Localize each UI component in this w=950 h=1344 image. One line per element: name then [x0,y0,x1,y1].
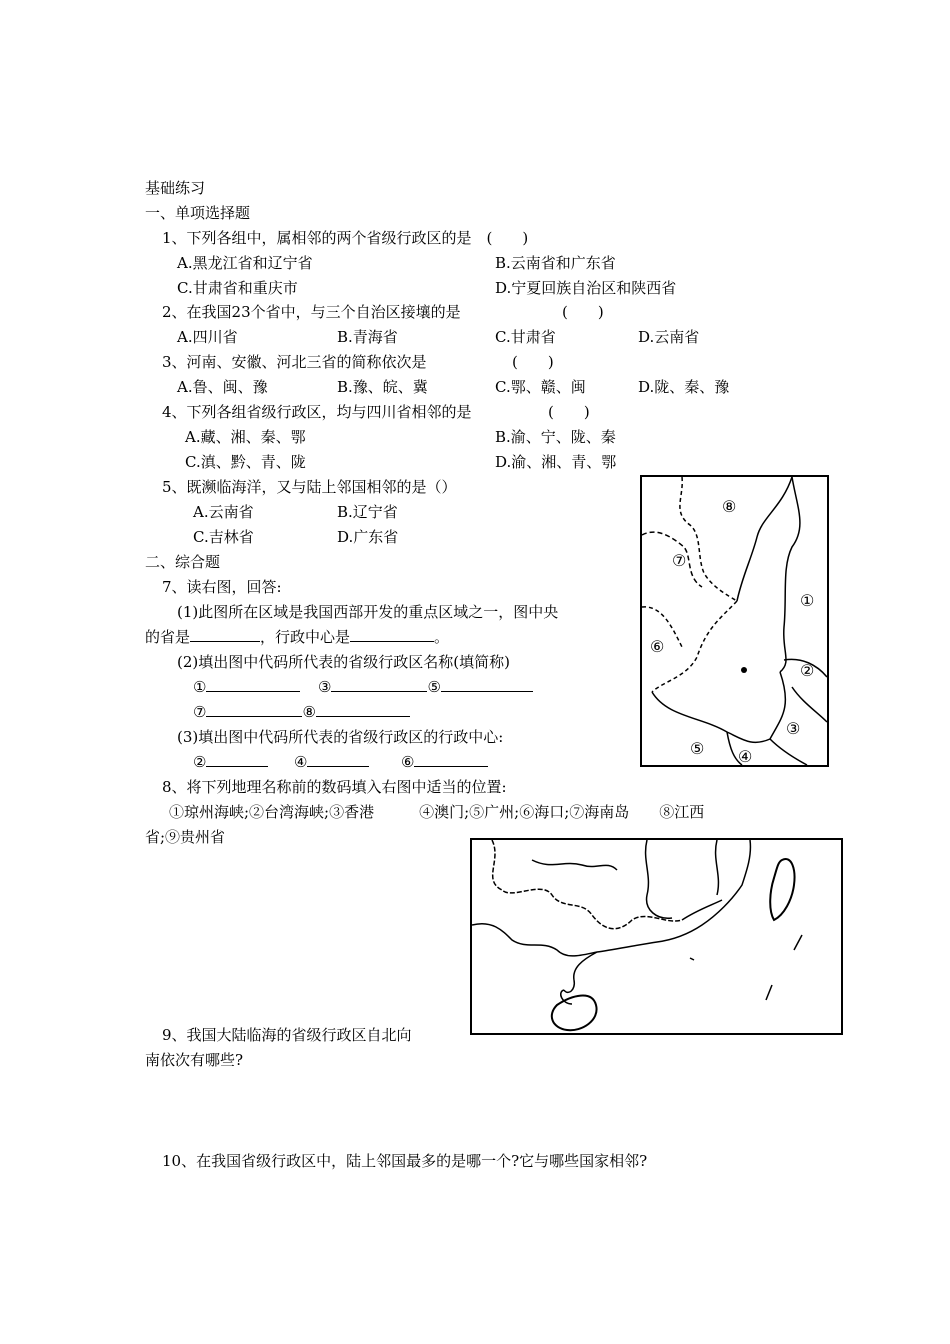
question-7: 7、读右图，回答: [162,578,282,596]
question-8: 8、将下列地理名称前的数码填入右图中适当的位置: [162,778,507,796]
q4-option-d: D.渝、湘、青、鄂 [495,453,617,471]
q3-option-d: D.陇、秦、豫 [638,378,730,396]
q2-answer-paren: ( ) [562,303,604,321]
q7-part-1-line-1: (1)此图所在区域是我国西部开发的重点区域之一，图中央 [177,603,559,621]
q7-province-label: 的省是 [145,628,191,646]
q5-option-d: D.广东省 [337,528,399,546]
blank-7[interactable] [206,702,302,717]
southwest-map [640,475,829,767]
blank-8[interactable] [316,702,410,717]
code-3: ③ [318,678,332,696]
heading: 基础练习 [145,179,206,197]
hainan-island [552,996,597,1031]
south-china-map [470,838,843,1035]
map-label-2: ② [800,661,815,680]
blank-5[interactable] [441,677,533,692]
q3-option-b: B.豫、皖、冀 [337,378,428,396]
q2-option-d: D.云南省 [638,328,700,346]
map-label-3: ③ [786,719,801,738]
q1-option-a: A.黑龙江省和辽宁省 [177,254,313,272]
section-1-title: 一、单项选择题 [145,204,251,222]
blank-1[interactable] [206,677,300,692]
map-label-5: ⑤ [690,739,705,758]
q7-capital-label: ，行政中心是 [260,628,351,646]
q5-option-b: B.辽宁省 [337,503,398,521]
q1-option-d: D.宁夏回族自治区和陕西省 [495,279,677,297]
q2-option-c: C.甘肃省 [495,328,556,346]
q3-option-a: A.鲁、闽、豫 [177,378,268,396]
code-5: ⑤ [427,678,441,696]
q4-answer-paren: ( ) [548,403,590,421]
q7-period: 。 [434,628,450,646]
q4-option-a: A.藏、湘、秦、鄂 [185,428,306,446]
code-6: ⑥ [401,753,415,771]
map-label-8: ⑧ [722,497,737,516]
map-label-6: ⑥ [650,637,665,656]
q4-option-c: C.滇、黔、青、陇 [185,453,306,471]
q4-option-b: B.渝、宁、陇、秦 [495,428,616,446]
code-8: ⑧ [302,703,316,721]
q7-part-2: (2)填出图中代码所代表的省级行政区名称(填简称) [177,653,510,671]
q1-option-b: B.云南省和广东省 [495,254,616,272]
question-9-line-2: 南依次有哪些? [145,1051,244,1069]
q7-part-2-row-1 [193,677,533,697]
map-label-7: ⑦ [672,551,687,570]
map-label-4: ④ [738,747,753,766]
q8-name-list: ①琼州海峡;②台湾海峡;③香港 ④澳门;⑤广州;⑥海口;⑦海南岛 ⑧江西 [169,803,705,821]
q5-option-c: C.吉林省 [193,528,254,546]
q2-option-b: B.青海省 [337,328,398,346]
south-china-map-svg [472,840,841,1033]
q5-option-a: A.云南省 [193,503,254,521]
code-1: ① [193,678,207,696]
capital-dot-icon [741,667,747,673]
q1-option-c: C.甘肃省和重庆市 [177,279,298,297]
q7-part-1-line-2 [145,627,449,647]
question-1: 1、下列各组中，属相邻的两个省级行政区的是 ( ) [162,229,529,247]
question-9-line-1: 9、我国大陆临海的省级行政区自北向 [162,1026,412,1044]
question-2: 2、在我国23个省中，与三个自治区接壤的是 [162,303,461,321]
q7-part-2-row-2 [193,702,410,722]
code-4: ④ [294,753,308,771]
q7-part-3: (3)填出图中代码所代表的省级行政区的行政中心: [177,728,504,746]
section-2-title: 二、综合题 [145,553,221,571]
q2-option-a: A.四川省 [177,328,238,346]
blank-3[interactable] [331,677,427,692]
taiwan-island [770,859,794,920]
question-4: 4、下列各组省级行政区，均与四川省相邻的是 [162,403,472,421]
capital-blank[interactable] [350,627,434,642]
question-3: 3、河南、安徽、河北三省的简称依次是 [162,353,427,371]
q3-answer-paren: ( ) [512,353,554,371]
blank-6[interactable] [414,752,488,767]
q3-option-c: C.鄂、赣、闽 [495,378,586,396]
blank-2[interactable] [206,752,268,767]
blank-4[interactable] [307,752,369,767]
map-label-1: ① [800,591,815,610]
question-5: 5、既濒临海洋，又与陆上邻国相邻的是（） [162,478,457,496]
q8-name-list-cont: 省;⑨贵州省 [145,828,226,846]
code-7: ⑦ [193,703,207,721]
province-blank[interactable] [190,627,260,642]
code-2: ② [193,753,207,771]
question-10: 10、在我国省级行政区中，陆上邻国最多的是哪一个?它与哪些国家相邻? [162,1152,648,1170]
q7-part-3-row [193,752,488,772]
